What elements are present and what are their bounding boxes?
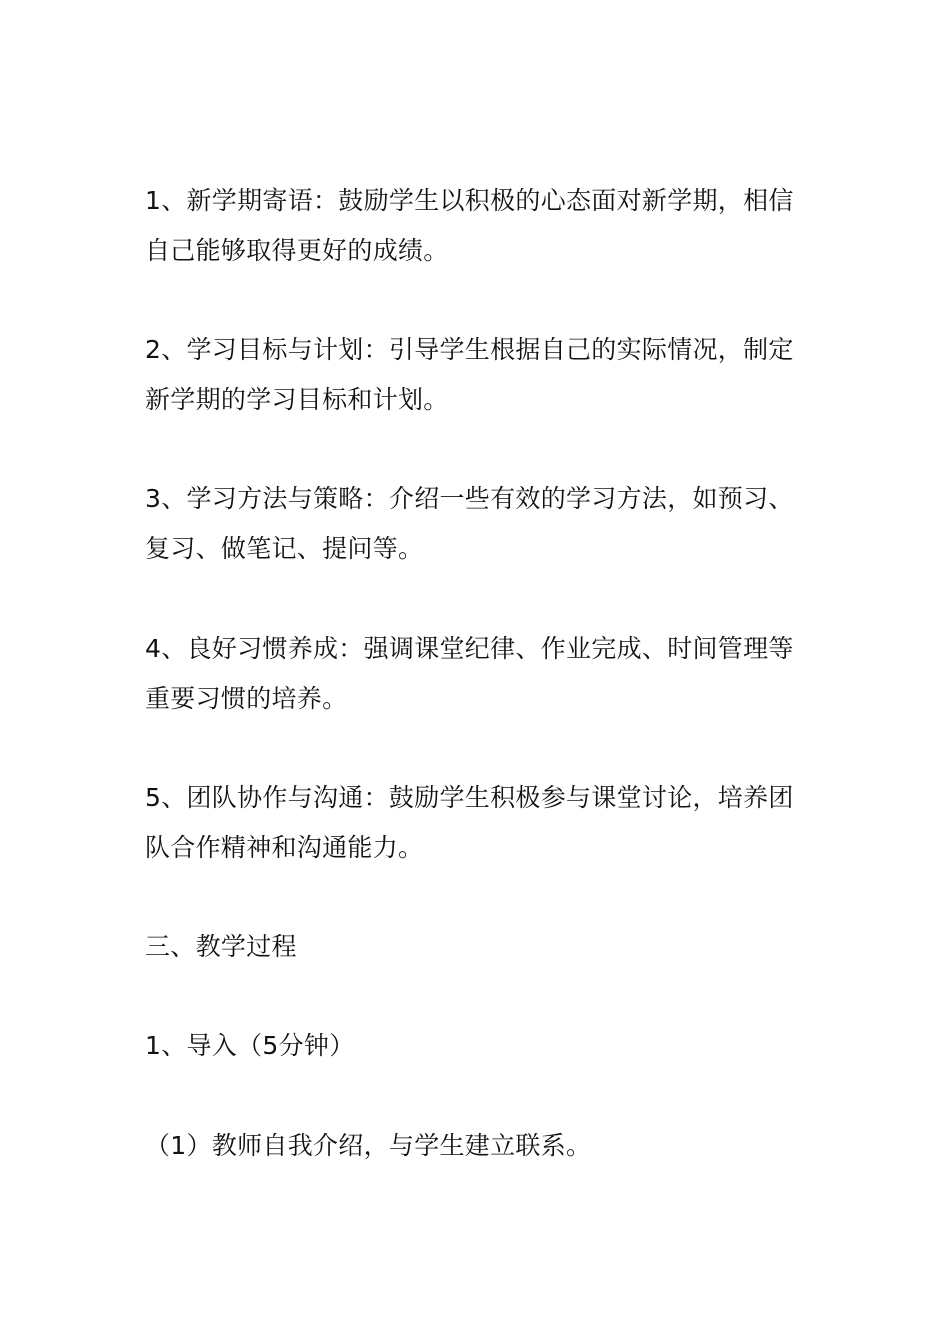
list-item-2-line-1: 2、学习目标与计划：引导学生根据自己的实际情况，制定 (145, 335, 794, 364)
list-item-3 (145, 474, 815, 574)
list-item-1-line-2: 自己能够取得更好的成绩。 (145, 236, 449, 265)
list-item-3-line-2: 复习、做笔记、提问等。 (145, 534, 424, 563)
sub-item (145, 1121, 815, 1171)
list-item-1 (145, 176, 815, 276)
list-item-4 (145, 624, 815, 724)
list-item-5-line-1: 5、团队协作与沟通：鼓励学生积极参与课堂讨论，培养团 (145, 783, 794, 812)
list-item-2-line-2: 新学期的学习目标和计划。 (145, 385, 449, 414)
sub-item-text: （1）教师自我介绍，与学生建立联系。 (145, 1131, 592, 1160)
list-item-4-line-2: 重要习惯的培养。 (145, 684, 348, 713)
step-heading (145, 1021, 815, 1071)
list-item-5-line-2: 队合作精神和沟通能力。 (145, 833, 424, 862)
list-item-4-line-1: 4、良好习惯养成：强调课堂纪律、作业完成、时间管理等 (145, 634, 794, 663)
list-item-2 (145, 325, 815, 425)
section-heading (145, 922, 815, 972)
step-heading-text: 1、导入（5分钟） (145, 1031, 355, 1060)
list-item-3-line-1: 3、学习方法与策略：介绍一些有效的学习方法，如预习、 (145, 484, 794, 513)
list-item-5 (145, 773, 815, 873)
list-item-1-line-1: 1、新学期寄语：鼓励学生以积极的心态面对新学期，相信 (145, 186, 794, 215)
section-heading-text: 三、教学过程 (145, 932, 297, 961)
